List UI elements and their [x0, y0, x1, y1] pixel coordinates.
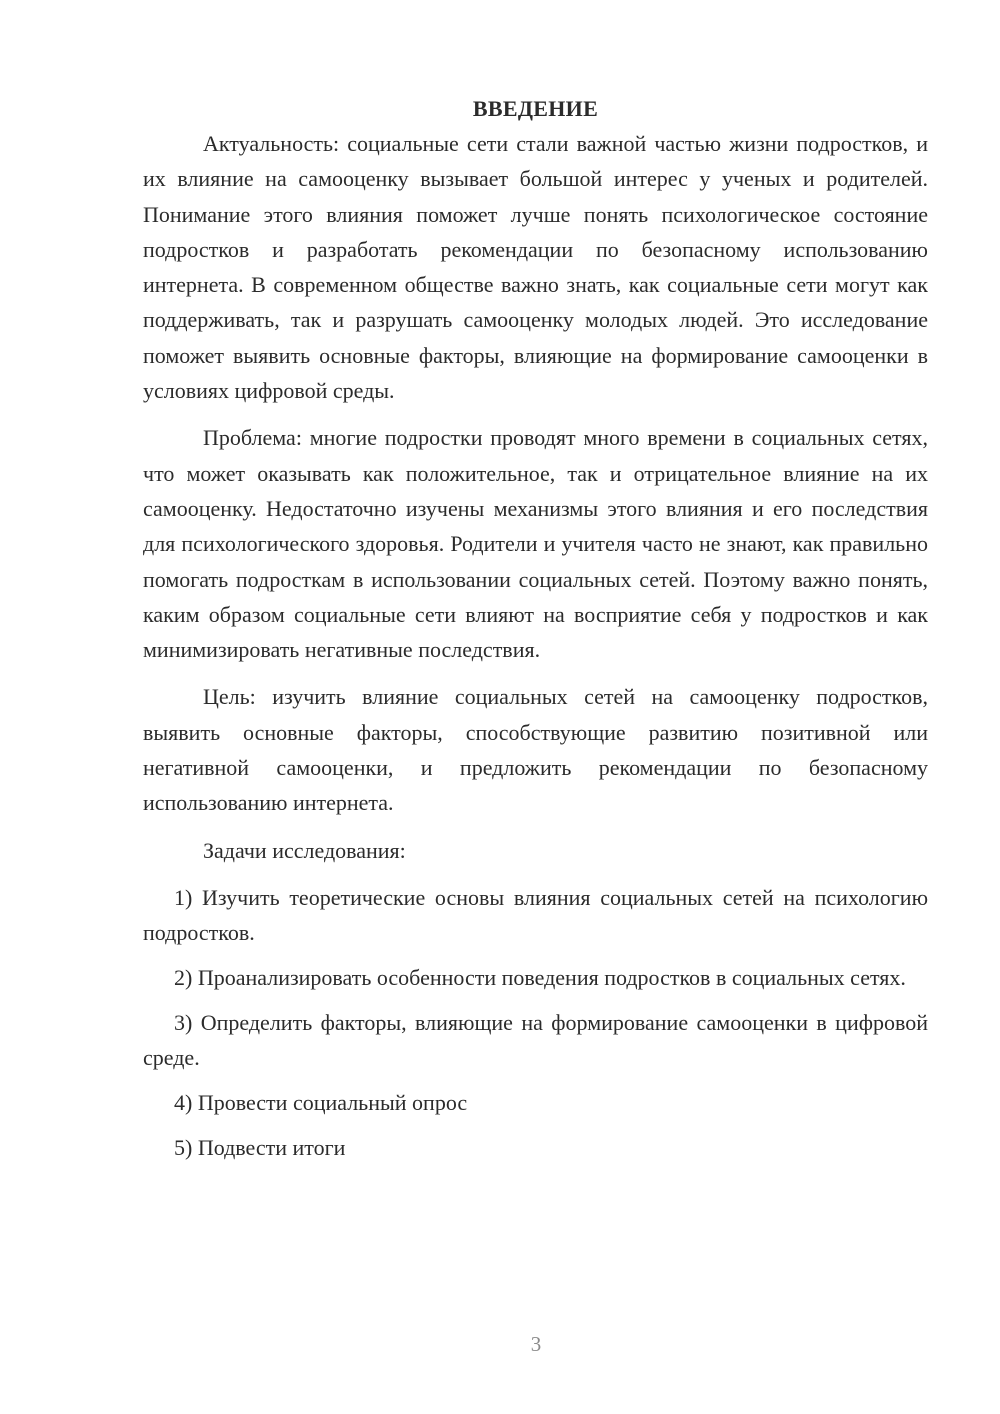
document-page — [143, 92, 928, 1175]
task-item: 4) Провести социальный опрос — [174, 1089, 468, 1115]
task-item: 2) Проанализировать особенности поведения подростков в социальных сетях. — [174, 964, 906, 990]
task-item: 3) Определить факторы, влияющие на формирование самооценки в цифровой среде. — [143, 1009, 928, 1070]
task-item: 5) Подвести итоги — [174, 1134, 346, 1160]
tasks-intro: Задачи исследования: — [203, 837, 406, 863]
paragraph-problem: Проблема: многие подростки проводят много времени в социальных сетях, что может оказывать как положительное, так и отрицательное влияние на их самооценку. Недостаточно изучены механизмы этого влияния и его последствия для психологического здоровья. Родители и учителя часто не знают, как правильно помогать подросткам в использовании социальных сетей. Поэтому важно понять, каким образом социальные сети влияют на восприятие себя у подростков и как минимизировать негативные последствия. — [143, 425, 928, 663]
tasks-list — [143, 880, 928, 1165]
paragraph-goal: Цель: изучить влияние социальных сетей на самооценку подростков, выявить основные факторы, способствующие развитию позитивной или негативной самооценки, и предложить рекомендации по безопасному использованию интернета. — [143, 684, 928, 816]
page-number: 3 — [530, 1332, 542, 1356]
page-title: ВВЕДЕНИЕ — [472, 96, 599, 121]
task-item: 1) Изучить теоретические основы влияния социальных сетей на психологию подростков. — [143, 884, 928, 945]
paragraph-relevance: Актуальность: социальные сети стали важной частью жизни подростков, и их влияние на самооценку вызывает большой интерес у ученых и родителей. Понимание этого влияния поможет лучше понять психологическое состояние подростков и разработать рекомендации по безопасному использованию интернета. В современном обществе важно знать, как социальные сети могут как поддерживать, так и разрушать самооценку молодых людей. Это исследование поможет выявить основные факторы, влияющие на формирование самооценки в условиях цифровой среды. — [143, 131, 928, 404]
